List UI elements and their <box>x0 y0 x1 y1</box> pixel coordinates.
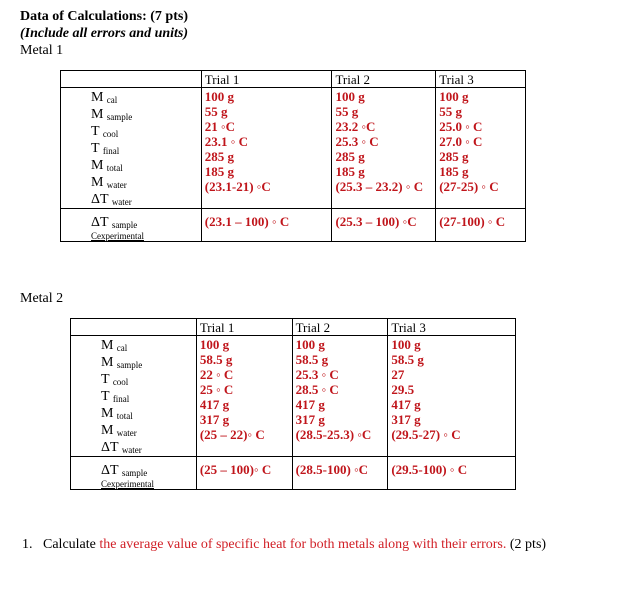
row-label-m-total: M total <box>91 158 123 173</box>
sample-value: (28.5-100) ◦C <box>292 457 388 490</box>
header-empty-cell <box>71 319 197 336</box>
trial3-values-cell: 100 g 58.5 g 27 29.5 417 g 317 g (29.5-27) ◦ C <box>388 336 516 457</box>
table-block-row <box>61 88 526 209</box>
column-header: Trial 1 <box>196 319 292 336</box>
row-label-t-cool: T cool <box>91 124 119 139</box>
metal1-table <box>60 70 526 242</box>
column-header: Trial 3 <box>436 71 526 88</box>
sample-value: (25 – 100)◦ C <box>196 457 292 490</box>
question-1 <box>22 536 546 553</box>
metal2-table <box>70 318 516 490</box>
column-header: Trial 1 <box>201 71 332 88</box>
cexperimental-label: Cexperimental <box>91 231 144 241</box>
question-number: 1. <box>22 537 33 552</box>
table-header-row <box>71 319 516 336</box>
column-header: Trial 3 <box>388 319 516 336</box>
row-label-m-cal: M cal <box>91 90 118 105</box>
sample-row <box>71 457 516 490</box>
trial1-values-cell: 100 g 58.5 g 22 ◦ C 25 ◦ C 417 g 317 g (25 – 22)◦ C <box>196 336 292 457</box>
row-label-dt-water: ΔT water <box>101 440 142 455</box>
sample-value: (23.1 – 100) ◦ C <box>201 209 332 242</box>
page-subtitle: (Include all errors and units) <box>20 26 189 41</box>
row-label-m-water: M water <box>101 423 137 438</box>
row-label-m-water: M water <box>91 175 127 190</box>
row-label-m-total: M total <box>101 406 133 421</box>
row-labels-cell <box>61 88 202 209</box>
trial3-values-cell: 100 g 55 g 25.0 ◦ C 27.0 ◦ C 285 g 185 g (27-25) ◦ C <box>436 88 526 209</box>
trial2-values-cell: 100 g 58.5 g 25.3 ◦ C 28.5 ◦ C 417 g 317 g (28.5-25.3) ◦C <box>292 336 388 457</box>
question-points: (2 pts) <box>509 537 547 552</box>
column-header: Trial 2 <box>292 319 388 336</box>
page-title: Data of Calculations: (7 pts) <box>20 9 188 24</box>
row-label-dt-sample: ΔT sample Cexperimental <box>61 209 202 242</box>
sample-value: (25.3 – 100) ◦C <box>332 209 436 242</box>
sample-value: (27-100) ◦ C <box>436 209 526 242</box>
column-header: Trial 2 <box>332 71 436 88</box>
question-highlight: the average value of specific heat for both metals along with their errors. <box>99 537 507 552</box>
row-label-t-cool: T cool <box>101 372 129 387</box>
cexperimental-label: Cexperimental <box>101 479 154 489</box>
table-block-row <box>71 336 516 457</box>
row-label-t-final: T final <box>91 141 120 156</box>
metal1-label: Metal 1 <box>20 43 64 58</box>
question-prefix: Calculate <box>43 537 96 552</box>
row-labels-cell <box>71 336 197 457</box>
row-label-m-cal: M cal <box>101 338 128 353</box>
sample-row <box>61 209 526 242</box>
row-label-t-final: T final <box>101 389 130 404</box>
trial2-values-cell: 100 g 55 g 23.2 ◦C 25.3 ◦ C 285 g 185 g (25.3 – 23.2) ◦ C <box>332 88 436 209</box>
metal2-label: Metal 2 <box>20 291 64 306</box>
row-label-dt-water: ΔT water <box>91 192 132 207</box>
row-label-m-sample: M sample <box>101 355 143 370</box>
sample-value: (29.5-100) ◦ C <box>388 457 516 490</box>
row-label-m-sample: M sample <box>91 107 133 122</box>
trial1-values-cell: 100 g 55 g 21 ◦C 23.1 ◦ C 285 g 185 g (23.1-21) ◦C <box>201 88 332 209</box>
row-label-dt-sample: ΔT sample Cexperimental <box>71 457 197 490</box>
table-header-row <box>61 71 526 88</box>
header-empty-cell <box>61 71 202 88</box>
